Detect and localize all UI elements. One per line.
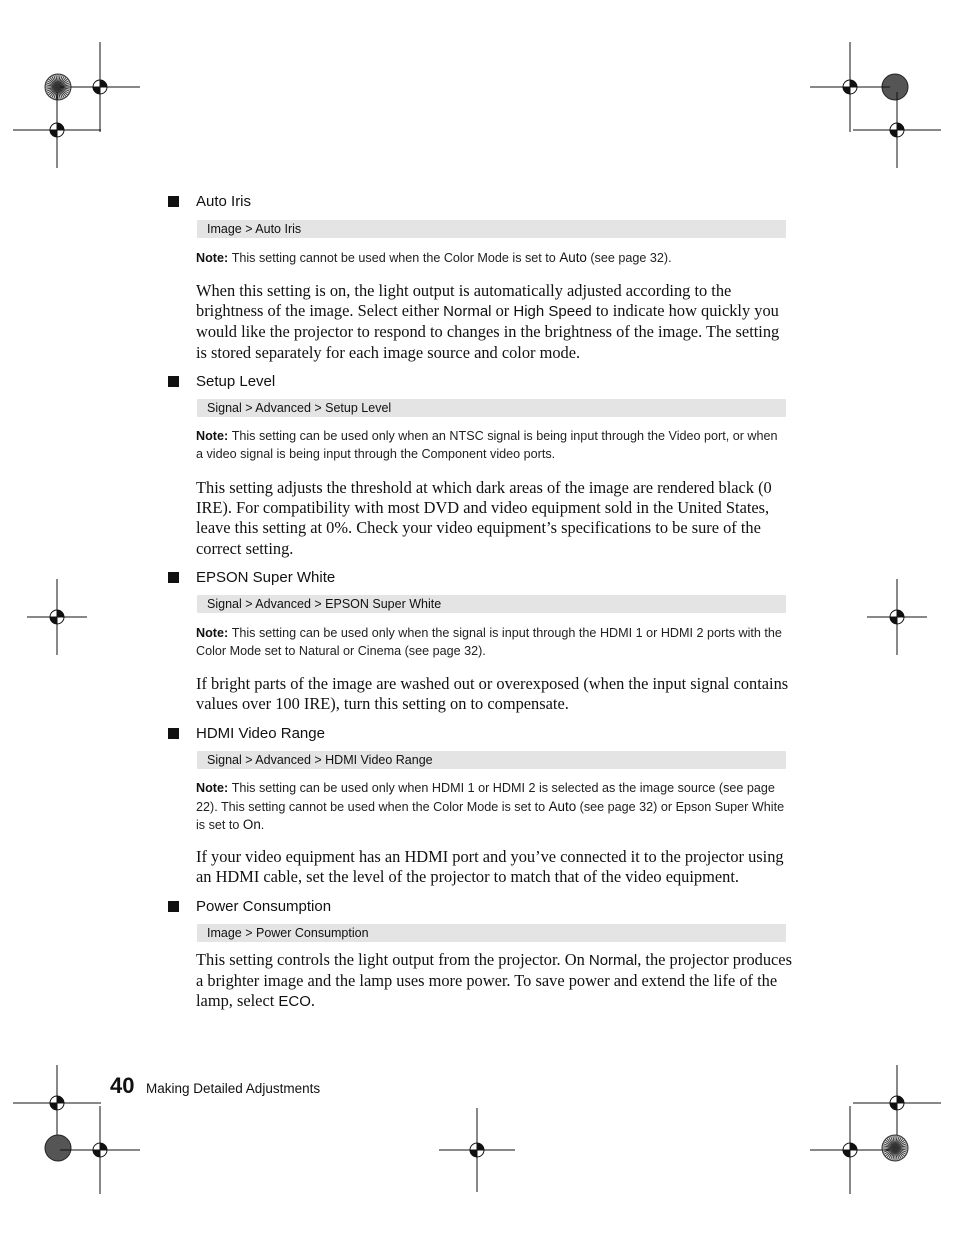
- heading-text: Power Consumption: [196, 897, 332, 915]
- heading-text: HDMI Video Range: [196, 724, 325, 742]
- note-label: Note:: [196, 429, 232, 443]
- square-bullet-icon: [168, 196, 179, 207]
- density-patch-icon: [45, 1135, 71, 1161]
- square-bullet-icon: [168, 728, 179, 739]
- section-heading-auto-iris: [168, 190, 251, 212]
- menu-path-setup-level: Signal > Advanced > Setup Level: [197, 399, 786, 417]
- note-text: This setting cannot be used when the Color Mode is set to Auto (see page 32).: [231, 250, 672, 265]
- note-text: This setting can be used only when the signal is input through the HDMI 1 or HDMI 2 ports with the Color Mode set to Natural or Cinema (see page 32).: [196, 626, 782, 658]
- option-name: Auto: [559, 250, 587, 265]
- chapter-title: Making Detailed Adjustments: [146, 1081, 321, 1096]
- note-label: Note:: [196, 781, 232, 795]
- note-auto-iris: [196, 249, 788, 268]
- square-bullet-icon: [168, 572, 179, 583]
- note-text: This setting can be used only when an NTSC signal is being input through the Video port, or when a video signal is being input through the Component video ports.: [196, 429, 778, 461]
- note-hdmi-video-range: [196, 780, 788, 835]
- body-power-consumption: [196, 950, 792, 1013]
- body-epson-super-white: [196, 674, 792, 714]
- menu-path-hdmi-video-range: Signal > Advanced > HDMI Video Range: [197, 751, 786, 769]
- page-number: 40: [110, 1073, 135, 1098]
- heading-text: Auto Iris: [196, 192, 252, 210]
- body-setup-level: [196, 478, 792, 559]
- body-text: This setting adjusts the threshold at which dark areas of the image are rendered black (0 IRE). For compatibility with most DVD and video equipment sold in the United States, leave this setting at 0%. Check your video equipment’s specifications to be sure of the correct setting.: [196, 478, 772, 558]
- note-label: Note:: [196, 251, 232, 265]
- body-text: When this setting is on, the light output is automatically adjusted according to the brightness of the image. Select either Normal or High Speed to indicate how quickly you would like the projector to respond to changes in the brightness of the image. The setting is stored separately for each image source and color mode.: [196, 281, 780, 362]
- note-epson-super-white: [196, 625, 788, 660]
- square-bullet-icon: [168, 376, 179, 387]
- body-hdmi-video-range: [196, 847, 792, 887]
- note-label: Note:: [196, 626, 232, 640]
- option-name: On: [242, 817, 261, 832]
- body-text: If bright parts of the image are washed out or overexposed (when the input signal contains values over 100 IRE), turn this setting on to compensate.: [196, 674, 789, 714]
- body-text: This setting controls the light output from the projector. On Normal, the projector produces a brighter image and the lamp uses more power. To save power and extend the life of the lamp, select ECO.: [196, 950, 792, 1011]
- section-heading-setup-level: [168, 370, 275, 392]
- note-setup-level: [196, 428, 788, 463]
- section-heading-hdmi-video-range: [168, 722, 325, 744]
- menu-path-auto-iris: Image > Auto Iris: [197, 220, 786, 238]
- option-name: High Speed: [513, 303, 592, 321]
- section-heading-power-consumption: [168, 895, 331, 917]
- option-name: Normal: [588, 952, 638, 969]
- square-bullet-icon: [168, 901, 179, 912]
- heading-text: Setup Level: [196, 372, 276, 390]
- note-text: This setting can be used only when HDMI 1 or HDMI 2 is selected as the image source (see page 22). This setting cannot be used when the Color Mode is set to Auto (see page 32) or Epson Super White is set to On.: [196, 781, 785, 832]
- menu-path-epson-super-white: Signal > Advanced > EPSON Super White: [197, 595, 786, 613]
- menu-path-power-consumption: Image > Power Consumption: [197, 924, 786, 942]
- heading-text: EPSON Super White: [196, 568, 336, 586]
- option-name: ECO: [278, 993, 311, 1011]
- option-name: Normal: [443, 303, 492, 321]
- body-auto-iris: [196, 281, 792, 363]
- option-name: Auto: [548, 798, 577, 814]
- section-heading-epson-super-white: [168, 566, 335, 588]
- body-text: If your video equipment has an HDMI port and you’ve connected it to the projector using an HDMI cable, set the level of the projector to match that of the video equipment.: [196, 847, 784, 887]
